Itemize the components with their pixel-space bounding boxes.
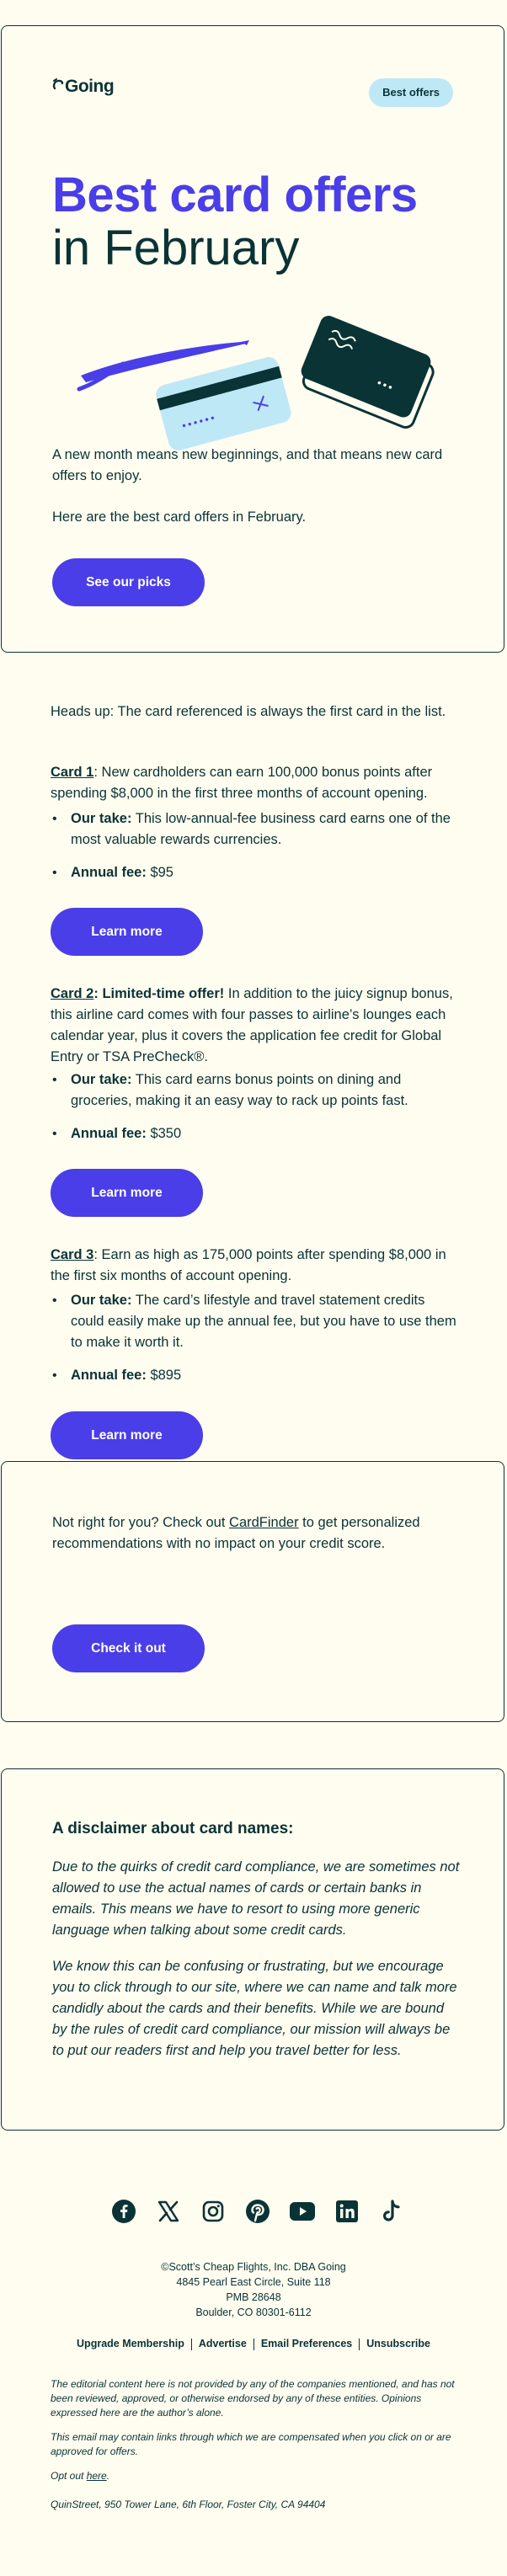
take-label: Our take: <box>71 1072 132 1087</box>
check-it-out-button[interactable]: Check it out <box>52 1624 205 1672</box>
intro-text-2: Here are the best card offers in February. <box>52 509 307 525</box>
pinterest-icon[interactable] <box>244 2198 271 2225</box>
divider <box>359 2339 360 2350</box>
take-label: Our take: <box>71 811 132 826</box>
best-offers-badge[interactable]: Best offers <box>369 78 453 107</box>
card-1-offer-text: : New cardholders can earn 100,000 bonus points after spending $8,000 in the first three months of account opening. <box>51 765 433 801</box>
email-preferences-link[interactable]: Email Preferences <box>260 2338 353 2349</box>
instagram-icon[interactable] <box>200 2198 227 2225</box>
upgrade-membership-link[interactable]: Upgrade Membership <box>77 2338 184 2349</box>
card-3-offer-text: : Earn as high as 175,000 points after spending $8,000 in the first six months of account opening. <box>51 1247 446 1283</box>
card-3-fee <box>71 1365 458 1386</box>
card-1-offer <box>51 762 455 804</box>
card-2-learn-more-button[interactable]: Learn more <box>51 1169 203 1217</box>
title-line-2: in February <box>52 221 300 275</box>
hero-card <box>1 25 504 653</box>
take-label: Our take: <box>71 1293 132 1308</box>
take-text: This low-annual-fee business card earns one of the most valuable rewards currencies. <box>71 811 451 847</box>
take-text: The card’s lifestyle and travel statement credits could easily make up the annual fee, but you have to use them to make it worth it. <box>71 1293 456 1350</box>
divider <box>191 2339 192 2350</box>
cardfinder-card <box>1 1461 504 1722</box>
cardfinder-post: to get personalized recommendations with no impact on your credit score. <box>52 1515 420 1551</box>
address-line: ©Scott’s Cheap Flights, Inc. DBA Going <box>161 2261 346 2273</box>
logo-text: Going <box>65 77 115 96</box>
tiktok-icon[interactable] <box>378 2198 405 2225</box>
cardfinder-text <box>52 1512 456 1555</box>
disclaimer-title: A disclaimer about card names: <box>52 1820 294 1837</box>
see-our-picks-button[interactable]: See our picks <box>52 558 205 606</box>
fee-value: $95 <box>150 865 173 880</box>
disclaimer-card <box>1 1768 504 2131</box>
disclaimer-paragraph-1: Due to the quirks of credit card compliance, we are sometimes not allowed to use the actual names of cards or certain banks in emails. This means we have to resort to using more generic language when talking about some credit cards. <box>52 1859 460 1938</box>
disclaimer-paragraph-2: We know this can be confusing or frustrating, but we encourage you to click through to our site, where we can name and talk more candidly about the cards and their benefits. While we are bound by the rules of credit card compliance, our mission will always be to put our readers first and help you travel better for less. <box>52 1959 457 2058</box>
opt-out-link[interactable]: here <box>86 2470 107 2482</box>
address-line: 4845 Pearl East Circle, Suite 118 <box>176 2276 331 2288</box>
quinstreet-address: QuinStreet, 950 Tower Lane, 6th Floor, Foster City, CA 94404 <box>51 2499 326 2510</box>
facebook-icon[interactable] <box>110 2198 137 2225</box>
intro-text: A new month means new beginnings, and that means new card offers to enjoy. <box>52 447 443 483</box>
card-3-learn-more-button[interactable]: Learn more <box>51 1411 203 1459</box>
address-line: Boulder, CO 80301-6112 <box>195 2307 312 2318</box>
card-3-take <box>71 1290 458 1353</box>
take-text: This card earns bonus points on dining and groceries, making it an easy way to rack up points fast. <box>71 1072 408 1108</box>
opt-out-pre: Opt out <box>51 2470 87 2482</box>
opt-out-post: . <box>106 2470 110 2482</box>
cardfinder-pre: Not right for you? Check out <box>52 1515 230 1530</box>
social-icons <box>110 2198 405 2225</box>
card-2-link[interactable]: Card 2 <box>51 986 94 1001</box>
going-logo[interactable] <box>52 77 114 97</box>
fee-value: $895 <box>150 1368 182 1383</box>
credit-cards-illustration <box>72 308 435 456</box>
compensation-disclaimer: This email may contain links through which we are compensated when you click on or are approved for offers. <box>51 2431 451 2457</box>
fee-value: $350 <box>150 1126 182 1141</box>
card-2-offer-text: In addition to the juicy signup bonus, this airline card comes with four passes to airline’s lounges each calendar year, plus it covers the application fee credit for Global Entry or TSA PreCheck®. <box>51 986 453 1064</box>
card-1-fee <box>71 862 458 883</box>
title-line-1: Best card offers <box>52 168 418 222</box>
light-card-illustration <box>154 355 294 452</box>
dark-card-illustration <box>296 313 435 430</box>
linkedin-icon[interactable] <box>334 2198 360 2225</box>
youtube-icon[interactable] <box>289 2198 316 2225</box>
address-line: PMB 28648 <box>226 2291 281 2303</box>
card-3-offer <box>51 1245 455 1287</box>
opt-out-text <box>51 2469 458 2483</box>
fee-label: Annual fee: <box>71 1126 147 1141</box>
footer-links <box>0 2338 507 2350</box>
unsubscribe-link[interactable]: Unsubscribe <box>366 2338 430 2349</box>
card-1-learn-more-button[interactable]: Learn more <box>51 908 203 956</box>
cardfinder-link[interactable]: CardFinder <box>229 1515 299 1530</box>
card-1-link[interactable]: Card 1 <box>51 765 94 780</box>
heads-up-text: Heads up: The card referenced is always the first card in the list. <box>51 704 446 719</box>
x-icon[interactable] <box>155 2198 182 2225</box>
logo-icon <box>52 77 64 97</box>
card-2-offer <box>51 984 455 1068</box>
editorial-disclaimer: The editorial content here is not provided by any of the companies mentioned, and has not been reviewed, approved, or otherwise endorsed by any of these entities. Opinions expressed here are the author’s alone. <box>51 2378 455 2419</box>
limited-time-label: : Limited-time offer! <box>93 986 225 1001</box>
card-2-take <box>71 1069 458 1112</box>
fee-label: Annual fee: <box>71 1368 147 1383</box>
advertise-link[interactable]: Advertise <box>198 2338 247 2349</box>
card-3-link[interactable]: Card 3 <box>51 1247 94 1262</box>
card-2-fee <box>71 1123 458 1144</box>
company-address <box>0 2259 507 2320</box>
fee-label: Annual fee: <box>71 865 147 880</box>
card-1-take <box>71 808 458 851</box>
